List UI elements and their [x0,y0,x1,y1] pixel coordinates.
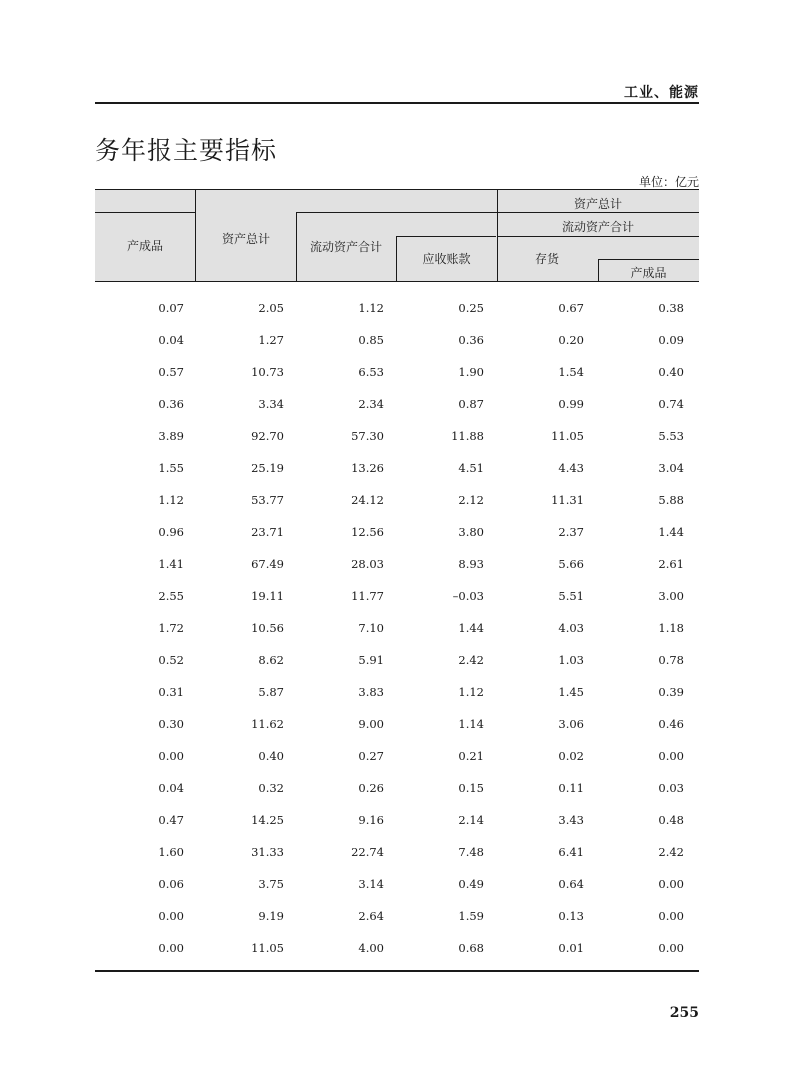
table-row [95,868,699,900]
group-header-current-assets: 流动资产合计 [561,220,634,234]
table-cell: 5.66 [558,557,584,571]
table-row [95,740,699,772]
table-cell: 0.40 [258,749,284,763]
table-row [95,484,699,516]
table-cell: 3.89 [158,429,184,443]
table-cell: 3.43 [558,813,584,827]
table-cell: 0.15 [458,781,484,795]
table-cell: 1.44 [458,621,484,635]
table-cell: 0.99 [558,397,584,411]
table-cell: 0.01 [558,941,584,955]
table-cell: 2.14 [458,813,484,827]
table-cell: 0.39 [658,685,684,699]
table-cell: 0.48 [658,813,684,827]
table-cell: 1.03 [558,653,584,667]
table-cell: 0.07 [158,301,184,315]
table-row [95,292,699,324]
table-cell: 0.38 [658,301,684,315]
col-header-current-assets: 流动资产合计 [309,240,382,254]
table-cell: 0.04 [158,781,184,795]
table-cell: 1.12 [458,685,484,699]
table-cell: 13.26 [351,461,384,475]
table-cell: 1.41 [158,557,184,571]
table-cell: 0.13 [558,909,584,923]
table-row [95,516,699,548]
table-cell: 9.19 [258,909,284,923]
table-cell: 5.88 [658,493,684,507]
table-cell: 1.44 [658,525,684,539]
table-cell: 3.83 [358,685,384,699]
table-cell: 14.25 [251,813,284,827]
table-cell: 8.93 [458,557,484,571]
table-cell: 11.31 [551,493,584,507]
table-cell: 0.57 [158,365,184,379]
table-cell: 0.00 [158,909,184,923]
table-cell: 0.30 [158,717,184,731]
table-row [95,388,699,420]
header-rule [296,212,699,213]
table-cell: 0.96 [158,525,184,539]
table-cell: 0.04 [158,333,184,347]
table-row [95,452,699,484]
table-cell: 0.11 [558,781,584,795]
table-cell: 2.55 [158,589,184,603]
table-cell: 11.62 [251,717,284,731]
table-cell: 9.00 [358,717,384,731]
table-cell: 2.42 [458,653,484,667]
col-header-inventory-finished: 产成品 [630,266,667,280]
table-cell: 0.85 [358,333,384,347]
table-cell: 0.32 [258,781,284,795]
table-cell: 3.14 [358,877,384,891]
table-cell: 0.64 [558,877,584,891]
top-rule [95,102,699,104]
table-cell: 53.77 [251,493,284,507]
table-cell: 25.19 [251,461,284,475]
table-cell: 0.06 [158,877,184,891]
table-cell: 6.41 [558,845,584,859]
table-row [95,932,699,964]
table-cell: 2.64 [358,909,384,923]
table-cell: 67.49 [251,557,284,571]
table-cell: 1.27 [258,333,284,347]
table-cell: 0.20 [558,333,584,347]
table-cell: 0.47 [158,813,184,827]
table-cell: 2.12 [458,493,484,507]
table-cell: 0.00 [658,749,684,763]
table-cell: 0.31 [158,685,184,699]
table-cell: 0.25 [458,301,484,315]
table-cell: 6.53 [358,365,384,379]
table-cell: 0.00 [658,877,684,891]
table-row [95,356,699,388]
table-cell: 1.12 [358,301,384,315]
table-body [95,292,699,964]
col-header-receivables: 应收账款 [422,252,471,266]
bottom-rule [95,970,699,972]
table-cell: 0.49 [458,877,484,891]
table-cell: 0.74 [658,397,684,411]
header-rule [598,259,699,260]
col-header-finished-products: 产成品 [126,239,163,253]
table-cell: 1.72 [158,621,184,635]
table-cell: 4.03 [558,621,584,635]
unit-label: 单位：亿元 [638,175,699,189]
col-header-total-assets: 资产总计 [221,232,270,246]
table-row [95,676,699,708]
table-row [95,900,699,932]
table-row [95,804,699,836]
table-cell: 24.12 [351,493,384,507]
table-row [95,548,699,580]
table-cell: 10.73 [251,365,284,379]
table-cell: 11.05 [251,941,284,955]
table-cell: 0.68 [458,941,484,955]
table-cell: 0.52 [158,653,184,667]
table-cell: 11.05 [551,429,584,443]
table-cell: 1.45 [558,685,584,699]
table-cell: 4.51 [458,461,484,475]
header-rule [497,236,699,237]
table-cell: 0.21 [458,749,484,763]
table-cell: 2.37 [558,525,584,539]
table-cell: 0.87 [458,397,484,411]
table-cell: 8.62 [258,653,284,667]
table-row [95,580,699,612]
page-title: 务年报主要指标 [95,136,278,165]
table-cell: 5.53 [658,429,684,443]
table-cell: 31.33 [251,845,284,859]
table-cell: 3.04 [658,461,684,475]
table-cell: 0.00 [658,941,684,955]
table-cell: 28.03 [351,557,384,571]
table-cell: 3.34 [258,397,284,411]
table-row [95,708,699,740]
table-row [95,324,699,356]
table-row [95,644,699,676]
table-cell: 0.40 [658,365,684,379]
group-header-total-assets: 资产总计 [573,197,622,211]
table-cell: 3.06 [558,717,584,731]
table-cell: 7.10 [358,621,384,635]
table-cell: 5.51 [558,589,584,603]
table-cell: 3.00 [658,589,684,603]
table-cell: 3.75 [258,877,284,891]
table-cell: 11.77 [351,589,384,603]
table-cell: 0.36 [158,397,184,411]
table-cell: 0.00 [158,749,184,763]
table-cell: 5.87 [258,685,284,699]
table-cell: 7.48 [458,845,484,859]
table-cell: 0.78 [658,653,684,667]
table-cell: 0.36 [458,333,484,347]
table-cell: 1.18 [658,621,684,635]
table-cell: 0.09 [658,333,684,347]
table-cell: 3.80 [458,525,484,539]
header-rule [95,212,195,213]
table-cell: 19.11 [251,589,284,603]
table-cell: 0.03 [658,781,684,795]
table-cell: 10.56 [251,621,284,635]
table-cell: 12.56 [351,525,384,539]
page-number: 255 [669,1005,699,1021]
table-cell: 0.46 [658,717,684,731]
table-cell: 0.26 [358,781,384,795]
table-cell: 11.88 [451,429,484,443]
table-cell: 2.05 [258,301,284,315]
table-cell: 22.74 [351,845,384,859]
table-cell: 0.02 [558,749,584,763]
table-cell: 4.00 [358,941,384,955]
table-cell: 2.42 [658,845,684,859]
table-cell: 92.70 [251,429,284,443]
table-row [95,836,699,868]
table-cell: 23.71 [251,525,284,539]
header-rule [396,236,496,237]
table-cell: –0.03 [452,589,484,603]
table-header [95,189,699,282]
table-cell: 0.00 [158,941,184,955]
col-header-inventory: 存货 [534,252,559,266]
table-cell: 0.67 [558,301,584,315]
table-cell: 5.91 [358,653,384,667]
table-cell: 57.30 [351,429,384,443]
table-cell: 1.90 [458,365,484,379]
table-cell: 1.12 [158,493,184,507]
table-cell: 4.43 [558,461,584,475]
table-cell: 2.34 [358,397,384,411]
table-cell: 1.54 [558,365,584,379]
table-cell: 0.00 [658,909,684,923]
table-row [95,420,699,452]
table-row [95,612,699,644]
table-cell: 1.14 [458,717,484,731]
table-cell: 2.61 [658,557,684,571]
table-cell: 1.55 [158,461,184,475]
table-cell: 9.16 [358,813,384,827]
table-cell: 1.60 [158,845,184,859]
table-cell: 1.59 [458,909,484,923]
table-cell: 0.27 [358,749,384,763]
section-header: 工业、能源 [624,85,699,101]
table-row [95,772,699,804]
